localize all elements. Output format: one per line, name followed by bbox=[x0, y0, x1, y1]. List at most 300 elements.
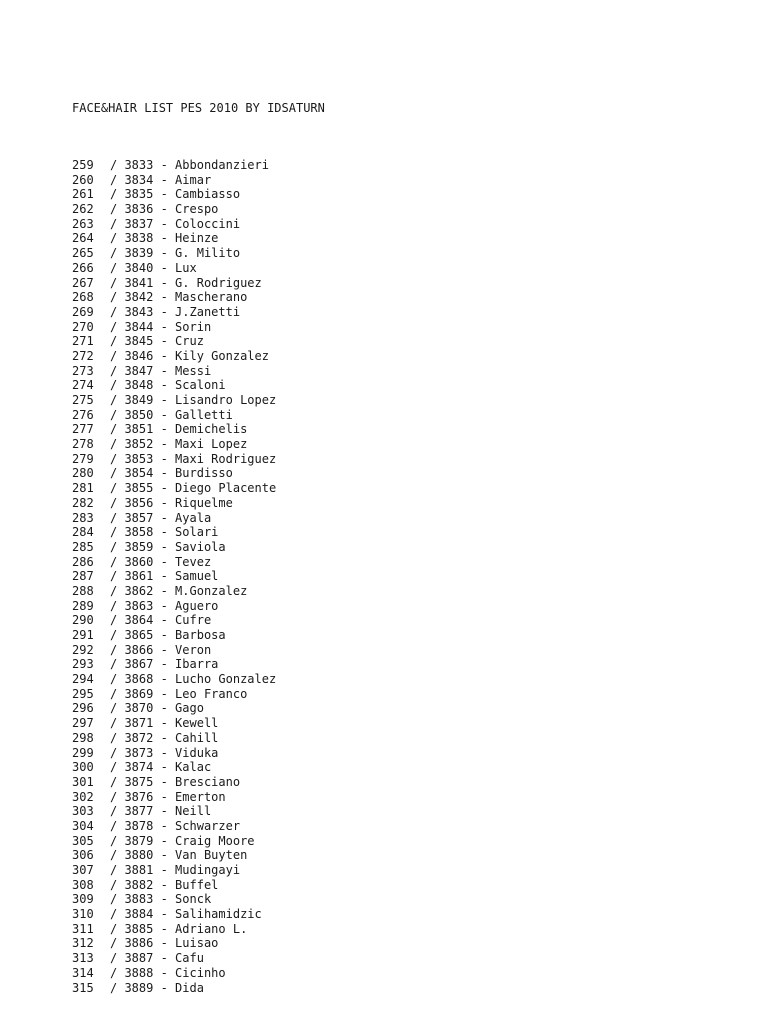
entry-separator-slash: / bbox=[110, 319, 125, 334]
entry-separator-dash: - bbox=[153, 275, 176, 290]
entry-separator-slash: / bbox=[110, 231, 125, 246]
entry-index: 304 bbox=[72, 818, 94, 833]
entry-separator-slash: / bbox=[110, 657, 125, 672]
entry-code: 3877 bbox=[124, 804, 154, 819]
entry-code: 3847 bbox=[124, 363, 154, 378]
entry-player-name: Saviola bbox=[175, 539, 226, 554]
entry-index: 308 bbox=[72, 877, 94, 892]
entry-separator-dash: - bbox=[153, 319, 176, 334]
entry-player-name: Lux bbox=[175, 260, 197, 275]
entry-index: 278 bbox=[72, 437, 94, 452]
entry-index: 280 bbox=[72, 466, 94, 481]
entry-separator-dash: - bbox=[153, 187, 176, 202]
entry-separator-dash: - bbox=[153, 833, 176, 848]
entry-code: 3863 bbox=[124, 598, 154, 613]
entry-separator-dash: - bbox=[153, 569, 176, 584]
entry-separator-slash: / bbox=[110, 275, 125, 290]
entry-index: 277 bbox=[72, 422, 94, 437]
entry-player-name: Sonck bbox=[175, 892, 212, 907]
entry-code: 3885 bbox=[124, 921, 154, 936]
entry-separator-dash: - bbox=[153, 378, 176, 393]
entry-code: 3883 bbox=[124, 892, 154, 907]
entry-separator-dash: - bbox=[153, 304, 176, 319]
entry-code: 3833 bbox=[124, 158, 154, 172]
entry-player-name: Craig Moore bbox=[175, 833, 255, 848]
entry-code: 3845 bbox=[124, 334, 154, 349]
entry-separator-dash: - bbox=[153, 481, 176, 496]
entry-player-name: Galletti bbox=[175, 407, 233, 422]
list-item bbox=[72, 378, 325, 393]
entry-index: 273 bbox=[72, 363, 94, 378]
entry-player-name: Samuel bbox=[175, 569, 219, 584]
entry-separator-dash: - bbox=[153, 422, 176, 437]
entry-player-name: Cufre bbox=[175, 613, 212, 628]
entry-player-name: Emerton bbox=[175, 789, 226, 804]
entry-player-name: Scaloni bbox=[175, 378, 226, 393]
entry-code: 3865 bbox=[124, 628, 154, 642]
entry-code: 3853 bbox=[124, 451, 154, 466]
entry-player-name: Ibarra bbox=[175, 657, 219, 672]
list-item bbox=[72, 466, 325, 481]
list-item bbox=[72, 819, 325, 834]
list-item bbox=[72, 731, 325, 746]
entry-separator-dash: - bbox=[153, 730, 176, 745]
entry-code: 3864 bbox=[124, 613, 154, 628]
entry-separator-slash: / bbox=[110, 334, 125, 349]
list-item bbox=[72, 364, 325, 379]
list-item bbox=[72, 422, 325, 437]
list-item bbox=[72, 158, 325, 173]
entry-separator-dash: - bbox=[153, 701, 176, 716]
entry-separator-dash: - bbox=[153, 657, 176, 672]
entry-index: 281 bbox=[72, 481, 94, 496]
entry-index: 265 bbox=[72, 246, 94, 261]
entry-code: 3841 bbox=[124, 275, 154, 290]
entry-code: 3880 bbox=[124, 848, 154, 863]
entry-separator-slash: / bbox=[110, 848, 125, 863]
entry-separator-slash: / bbox=[110, 525, 125, 540]
entry-separator-slash: / bbox=[110, 936, 125, 951]
entry-index: 268 bbox=[72, 290, 94, 305]
entry-index: 285 bbox=[72, 539, 94, 554]
entry-index: 289 bbox=[72, 598, 94, 613]
entry-separator-slash: / bbox=[110, 187, 125, 202]
entry-separator-dash: - bbox=[153, 437, 176, 452]
entry-code: 3882 bbox=[124, 877, 154, 892]
entry-index: 282 bbox=[72, 495, 94, 510]
entry-separator-dash: - bbox=[153, 907, 176, 922]
entry-separator-slash: / bbox=[110, 437, 125, 452]
entry-code: 3862 bbox=[124, 583, 154, 598]
list-item bbox=[72, 334, 325, 349]
entry-separator-slash: / bbox=[110, 378, 125, 393]
entry-separator-dash: - bbox=[153, 495, 176, 510]
list-item bbox=[72, 878, 325, 893]
entry-player-name: Veron bbox=[175, 642, 212, 657]
entry-player-name: Lucho Gonzalez bbox=[175, 672, 277, 687]
list-item bbox=[72, 672, 325, 687]
entry-separator-slash: / bbox=[110, 260, 125, 275]
entry-index: 260 bbox=[72, 172, 94, 187]
list-item bbox=[72, 628, 325, 643]
list-item bbox=[72, 613, 325, 628]
entry-separator-slash: / bbox=[110, 701, 125, 716]
list-item bbox=[72, 452, 325, 467]
list-item bbox=[72, 187, 325, 202]
list-item bbox=[72, 584, 325, 599]
entry-code: 3852 bbox=[124, 437, 154, 452]
entry-separator-dash: - bbox=[153, 554, 176, 569]
entry-code: 3850 bbox=[124, 407, 154, 422]
entry-index: 266 bbox=[72, 260, 94, 275]
list-item bbox=[72, 966, 325, 981]
entry-player-name: M.Gonzalez bbox=[175, 583, 248, 598]
entry-separator-dash: - bbox=[153, 334, 176, 349]
entry-code: 3846 bbox=[124, 348, 154, 363]
entry-separator-slash: / bbox=[110, 202, 125, 217]
list-item bbox=[72, 305, 325, 320]
list-item bbox=[72, 320, 325, 335]
entry-index: 299 bbox=[72, 745, 94, 760]
entry-separator-slash: / bbox=[110, 921, 125, 936]
entry-player-name: Cahill bbox=[175, 730, 219, 745]
entry-index: 286 bbox=[72, 554, 94, 569]
entry-separator-dash: - bbox=[153, 260, 176, 275]
list-item bbox=[72, 173, 325, 188]
entry-code: 3876 bbox=[124, 789, 154, 804]
entry-index: 309 bbox=[72, 892, 94, 907]
entry-code: 3881 bbox=[124, 863, 154, 877]
entry-index: 259 bbox=[72, 158, 94, 172]
entry-separator-dash: - bbox=[153, 510, 176, 525]
entry-index: 313 bbox=[72, 951, 94, 966]
entry-separator-slash: / bbox=[110, 304, 125, 319]
list-item bbox=[72, 437, 325, 452]
entry-separator-slash: / bbox=[110, 554, 125, 569]
entry-code: 3884 bbox=[124, 907, 154, 922]
entry-index: 275 bbox=[72, 393, 94, 407]
entry-code: 3848 bbox=[124, 378, 154, 393]
entry-index: 279 bbox=[72, 451, 94, 466]
entry-code: 3861 bbox=[124, 569, 154, 584]
entry-code: 3835 bbox=[124, 187, 154, 202]
entry-separator-dash: - bbox=[153, 642, 176, 657]
entry-player-name: Van Buyten bbox=[175, 848, 248, 863]
list-item bbox=[72, 981, 325, 996]
entry-code: 3869 bbox=[124, 686, 154, 701]
entry-player-name: Leo Franco bbox=[175, 686, 248, 701]
entry-separator-slash: / bbox=[110, 451, 125, 466]
entry-index: 262 bbox=[72, 202, 94, 217]
entry-player-name: Burdisso bbox=[175, 466, 233, 481]
entry-separator-slash: / bbox=[110, 363, 125, 378]
entry-code: 3855 bbox=[124, 481, 154, 496]
entry-player-name: Bresciano bbox=[175, 774, 241, 789]
list-item bbox=[72, 790, 325, 805]
list-item bbox=[72, 834, 325, 849]
entry-separator-dash: - bbox=[153, 774, 176, 789]
entry-separator-dash: - bbox=[153, 686, 176, 701]
entry-separator-slash: / bbox=[110, 348, 125, 363]
entry-code: 3849 bbox=[124, 393, 154, 407]
entry-index: 311 bbox=[72, 921, 94, 936]
entry-player-name: Solari bbox=[175, 525, 219, 540]
entry-index: 288 bbox=[72, 583, 94, 598]
entry-player-name: Lisandro Lopez bbox=[175, 393, 277, 407]
entry-separator-dash: - bbox=[153, 965, 176, 980]
entry-index: 269 bbox=[72, 304, 94, 319]
list-item bbox=[72, 290, 325, 305]
list-item bbox=[72, 231, 325, 246]
list-item bbox=[72, 555, 325, 570]
entry-separator-slash: / bbox=[110, 892, 125, 907]
entry-index: 307 bbox=[72, 863, 94, 877]
entry-separator-dash: - bbox=[153, 980, 176, 995]
entry-separator-dash: - bbox=[153, 848, 176, 863]
entry-separator-dash: - bbox=[153, 804, 176, 819]
entry-player-name: Buffel bbox=[175, 877, 219, 892]
entry-player-name: Aguero bbox=[175, 598, 219, 613]
entry-separator-slash: / bbox=[110, 672, 125, 687]
entry-code: 3872 bbox=[124, 730, 154, 745]
list-item bbox=[72, 408, 325, 423]
entry-player-name: Neill bbox=[175, 804, 212, 819]
entry-index: 301 bbox=[72, 774, 94, 789]
entry-separator-dash: - bbox=[153, 348, 176, 363]
entry-index: 271 bbox=[72, 334, 94, 349]
entry-index: 274 bbox=[72, 378, 94, 393]
entry-separator-dash: - bbox=[153, 407, 176, 422]
entry-code: 3856 bbox=[124, 495, 154, 510]
entry-separator-slash: / bbox=[110, 393, 125, 407]
entry-separator-slash: / bbox=[110, 642, 125, 657]
list-item bbox=[72, 349, 325, 364]
entry-separator-dash: - bbox=[153, 716, 176, 731]
entry-index: 264 bbox=[72, 231, 94, 246]
entry-code: 3866 bbox=[124, 642, 154, 657]
entry-separator-dash: - bbox=[153, 466, 176, 481]
list-item bbox=[72, 657, 325, 672]
entry-player-name: Cicinho bbox=[175, 965, 226, 980]
entry-separator-dash: - bbox=[153, 363, 176, 378]
entry-separator-slash: / bbox=[110, 965, 125, 980]
entry-player-name: G. Milito bbox=[175, 246, 241, 261]
entry-index: 284 bbox=[72, 525, 94, 540]
entry-index: 283 bbox=[72, 510, 94, 525]
entry-separator-slash: / bbox=[110, 980, 125, 995]
entry-player-name: Luisao bbox=[175, 936, 219, 951]
list-item bbox=[72, 907, 325, 922]
entry-separator-slash: / bbox=[110, 907, 125, 922]
list-item bbox=[72, 202, 325, 217]
entry-index: 296 bbox=[72, 701, 94, 716]
entry-index: 310 bbox=[72, 907, 94, 922]
entry-index: 267 bbox=[72, 275, 94, 290]
list-item bbox=[72, 716, 325, 731]
list-item bbox=[72, 599, 325, 614]
list-item bbox=[72, 276, 325, 291]
entry-list bbox=[72, 158, 325, 995]
entry-player-name: Heinze bbox=[175, 231, 219, 246]
entry-player-name: Dida bbox=[175, 980, 204, 995]
entry-index: 314 bbox=[72, 965, 94, 980]
entry-index: 292 bbox=[72, 642, 94, 657]
entry-player-name: Viduka bbox=[175, 745, 219, 760]
entry-separator-dash: - bbox=[153, 539, 176, 554]
entry-player-name: Diego Placente bbox=[175, 481, 277, 496]
entry-separator-dash: - bbox=[153, 393, 176, 407]
entry-separator-slash: / bbox=[110, 422, 125, 437]
entry-index: 272 bbox=[72, 348, 94, 363]
entry-separator-slash: / bbox=[110, 495, 125, 510]
entry-code: 3837 bbox=[124, 216, 154, 231]
entry-player-name: Mudingayi bbox=[175, 863, 241, 877]
entry-index: 261 bbox=[72, 187, 94, 202]
entry-separator-dash: - bbox=[153, 613, 176, 628]
entry-player-name: Tevez bbox=[175, 554, 212, 569]
entry-index: 290 bbox=[72, 613, 94, 628]
list-item bbox=[72, 804, 325, 819]
entry-separator-dash: - bbox=[153, 451, 176, 466]
entry-code: 3868 bbox=[124, 672, 154, 687]
entry-code: 3851 bbox=[124, 422, 154, 437]
entry-separator-slash: / bbox=[110, 628, 125, 642]
entry-separator-slash: / bbox=[110, 877, 125, 892]
entry-index: 306 bbox=[72, 848, 94, 863]
entry-player-name: J.Zanetti bbox=[175, 304, 241, 319]
entry-player-name: Cambiasso bbox=[175, 187, 241, 202]
entry-separator-dash: - bbox=[153, 231, 176, 246]
list-item bbox=[72, 746, 325, 761]
entry-code: 3878 bbox=[124, 818, 154, 833]
entry-player-name: Riquelme bbox=[175, 495, 233, 510]
entry-separator-dash: - bbox=[153, 598, 176, 613]
list-item bbox=[72, 863, 325, 878]
entry-player-name: Maxi Rodriguez bbox=[175, 451, 277, 466]
entry-code: 3879 bbox=[124, 833, 154, 848]
entry-player-name: Maxi Lopez bbox=[175, 437, 248, 452]
entry-code: 3858 bbox=[124, 525, 154, 540]
entry-separator-slash: / bbox=[110, 863, 125, 877]
entry-player-name: Sorin bbox=[175, 319, 212, 334]
entry-player-name: G. Rodriguez bbox=[175, 275, 262, 290]
list-item bbox=[72, 643, 325, 658]
entry-index: 303 bbox=[72, 804, 94, 819]
entry-index: 294 bbox=[72, 672, 94, 687]
entry-index: 298 bbox=[72, 730, 94, 745]
entry-separator-dash: - bbox=[153, 745, 176, 760]
entry-index: 295 bbox=[72, 686, 94, 701]
list-item bbox=[72, 569, 325, 584]
entry-player-name: Kily Gonzalez bbox=[175, 348, 269, 363]
entry-separator-dash: - bbox=[153, 760, 176, 775]
entry-separator-dash: - bbox=[153, 921, 176, 936]
entry-separator-slash: / bbox=[110, 539, 125, 554]
entry-separator-slash: / bbox=[110, 290, 125, 305]
entry-index: 297 bbox=[72, 716, 94, 731]
entry-separator-dash: - bbox=[153, 818, 176, 833]
list-item bbox=[72, 892, 325, 907]
entry-code: 3839 bbox=[124, 246, 154, 261]
entry-code: 3859 bbox=[124, 539, 154, 554]
entry-player-name: Kewell bbox=[175, 716, 219, 731]
entry-code: 3854 bbox=[124, 466, 154, 481]
entry-player-name: Adriano L. bbox=[175, 921, 248, 936]
entry-separator-slash: / bbox=[110, 789, 125, 804]
entry-separator-slash: / bbox=[110, 583, 125, 598]
entry-separator-dash: - bbox=[153, 789, 176, 804]
entry-separator-slash: / bbox=[110, 216, 125, 231]
entry-separator-slash: / bbox=[110, 510, 125, 525]
list-item bbox=[72, 511, 325, 526]
entry-player-name: Barbosa bbox=[175, 628, 226, 642]
entry-separator-slash: / bbox=[110, 569, 125, 584]
entry-separator-slash: / bbox=[110, 598, 125, 613]
entry-code: 3870 bbox=[124, 701, 154, 716]
entry-separator-dash: - bbox=[153, 583, 176, 598]
entry-separator-slash: / bbox=[110, 833, 125, 848]
entry-index: 291 bbox=[72, 628, 94, 642]
entry-code: 3842 bbox=[124, 290, 154, 305]
entry-separator-dash: - bbox=[153, 290, 176, 305]
entry-code: 3875 bbox=[124, 774, 154, 789]
entry-separator-slash: / bbox=[110, 818, 125, 833]
list-item bbox=[72, 496, 325, 511]
list-item bbox=[72, 760, 325, 775]
entry-separator-slash: / bbox=[110, 246, 125, 261]
list-item bbox=[72, 775, 325, 790]
list-item bbox=[72, 848, 325, 863]
list-item bbox=[72, 261, 325, 276]
entry-separator-slash: / bbox=[110, 804, 125, 819]
entry-index: 315 bbox=[72, 980, 94, 995]
list-item bbox=[72, 246, 325, 261]
entry-code: 3889 bbox=[124, 980, 154, 995]
entry-index: 293 bbox=[72, 657, 94, 672]
list-item bbox=[72, 540, 325, 555]
entry-code: 3873 bbox=[124, 745, 154, 760]
entry-separator-slash: / bbox=[110, 466, 125, 481]
entry-separator-slash: / bbox=[110, 951, 125, 966]
entry-separator-slash: / bbox=[110, 730, 125, 745]
entry-player-name: Cruz bbox=[175, 334, 204, 349]
entry-separator-slash: / bbox=[110, 774, 125, 789]
entry-separator-slash: / bbox=[110, 407, 125, 422]
entry-separator-dash: - bbox=[153, 246, 176, 261]
entry-separator-slash: / bbox=[110, 158, 125, 172]
entry-code: 3874 bbox=[124, 760, 154, 775]
entry-code: 3857 bbox=[124, 510, 154, 525]
entry-separator-dash: - bbox=[153, 158, 176, 172]
list-item bbox=[72, 951, 325, 966]
entry-separator-dash: - bbox=[153, 172, 176, 187]
entry-player-name: Mascherano bbox=[175, 290, 248, 305]
entry-separator-dash: - bbox=[153, 216, 176, 231]
entry-player-name: Demichelis bbox=[175, 422, 248, 437]
entry-code: 3840 bbox=[124, 260, 154, 275]
entry-separator-dash: - bbox=[153, 892, 176, 907]
list-item bbox=[72, 922, 325, 937]
entry-code: 3836 bbox=[124, 202, 154, 217]
entry-code: 3867 bbox=[124, 657, 154, 672]
entry-index: 312 bbox=[72, 936, 94, 951]
entry-separator-slash: / bbox=[110, 686, 125, 701]
entry-code: 3871 bbox=[124, 716, 154, 731]
entry-index: 276 bbox=[72, 407, 94, 422]
list-item bbox=[72, 217, 325, 232]
entry-player-name: Ayala bbox=[175, 510, 212, 525]
entry-code: 3843 bbox=[124, 304, 154, 319]
